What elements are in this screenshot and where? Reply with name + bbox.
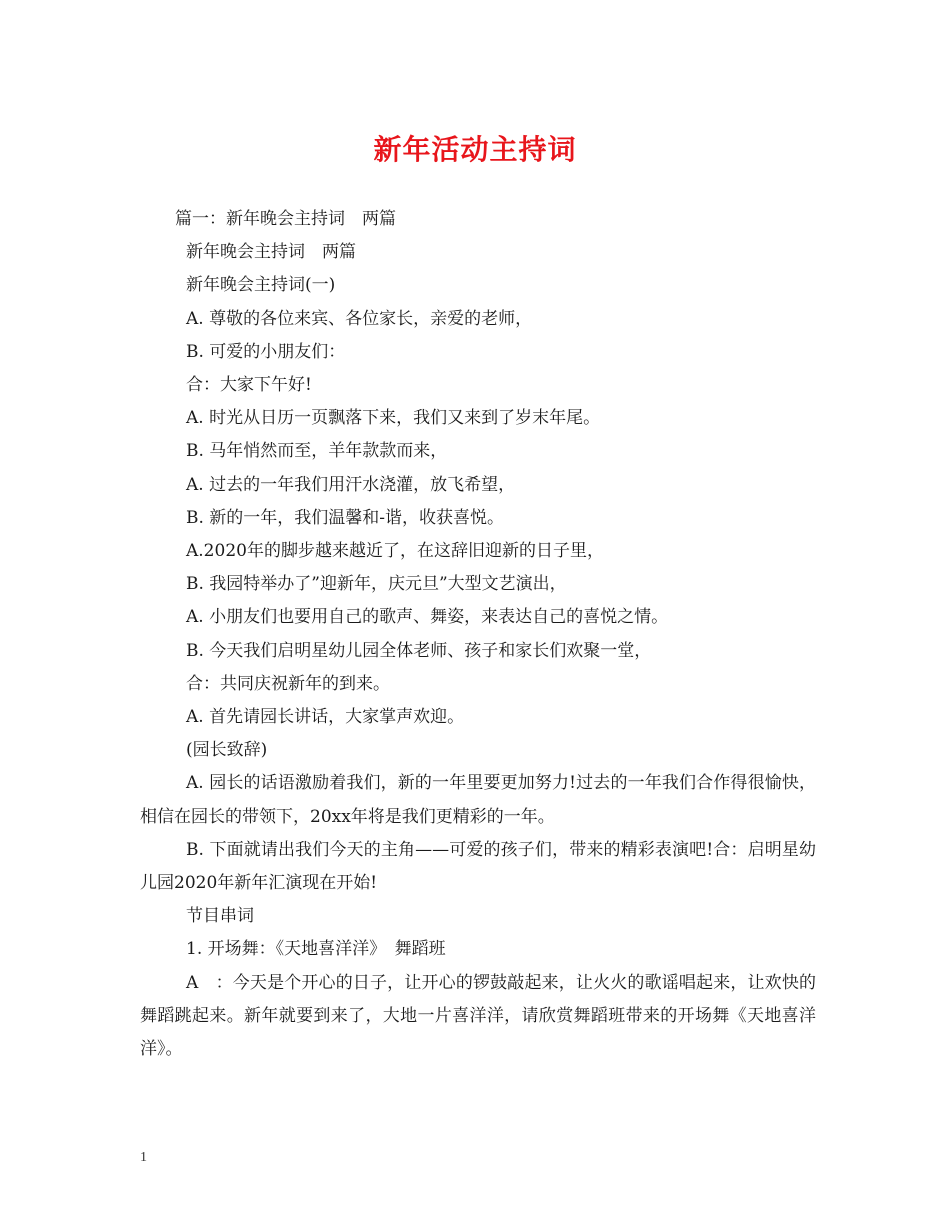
text-line: B. 可爱的小朋友们：	[186, 341, 346, 362]
paragraph: B. 下面就请出我们今天的主角——可爱的孩子们，带来的精彩表演吧!合：启明星幼儿园2020年新年汇演现在开始!	[140, 839, 816, 894]
text-line: B. 我园特举办了”迎新年，庆元旦”大型文艺演出，	[186, 574, 567, 595]
text-line: 新年晚会主持词(一)	[186, 275, 336, 296]
text-line: 节目串词	[186, 906, 254, 927]
document-body	[140, 203, 816, 1066]
text-line: (园长致辞)	[186, 740, 268, 761]
text-line: A. 过去的一年我们用汗水浇灌，放飞希望，	[186, 474, 516, 495]
text-line: B. 新的一年，我们温馨和-谐，收获喜悦。	[186, 507, 505, 528]
text-line: 新年晚会主持词 两篇	[186, 242, 356, 263]
page-number: 1	[140, 1150, 147, 1165]
text-line: A.2020年的脚步越来越近了，在这辞旧迎新的日子里，	[186, 541, 604, 562]
section-heading: 篇一：新年晚会主持词 两篇	[175, 209, 396, 229]
paragraph: A. 园长的话语激励着我们，新的一年里要更加努力!过去的一年我们合作得很愉快，相信在园长的带领下，20xx年将是我们更精彩的一年。	[140, 773, 816, 827]
text-line: 合：大家下午好!	[186, 375, 312, 396]
text-line: 1. 开场舞：《天地喜洋洋》 舞蹈班	[186, 939, 446, 960]
text-line: A. 首先请园长讲话，大家掌声欢迎。	[186, 707, 465, 728]
text-line: B. 今天我们启明星幼儿园全体老师、孩子和家长们欢聚一堂，	[186, 640, 652, 661]
text-line: 合：共同庆祝新年的到来。	[186, 673, 390, 694]
document-title: 新年活动主持词	[373, 133, 577, 166]
text-line: A. 尊敬的各位来宾、各位家长，亲爱的老师，	[186, 308, 533, 329]
text-line: B. 马年悄然而至，羊年款款而来，	[186, 441, 448, 462]
paragraph: A ：今天是个开心的日子，让开心的锣鼓敲起来，让火火的歌谣唱起来，让欢快的舞蹈跳起来。新年就要到来了，大地一片喜洋洋，请欣赏舞蹈班带来的开场舞《天地喜洋洋》。	[140, 972, 816, 1060]
text-line: A. 时光从日历一页飘落下来，我们又来到了岁末年尾。	[186, 408, 601, 429]
text-line: A. 小朋友们也要用自己的歌声、舞姿，来表达自己的喜悦之情。	[186, 607, 669, 628]
